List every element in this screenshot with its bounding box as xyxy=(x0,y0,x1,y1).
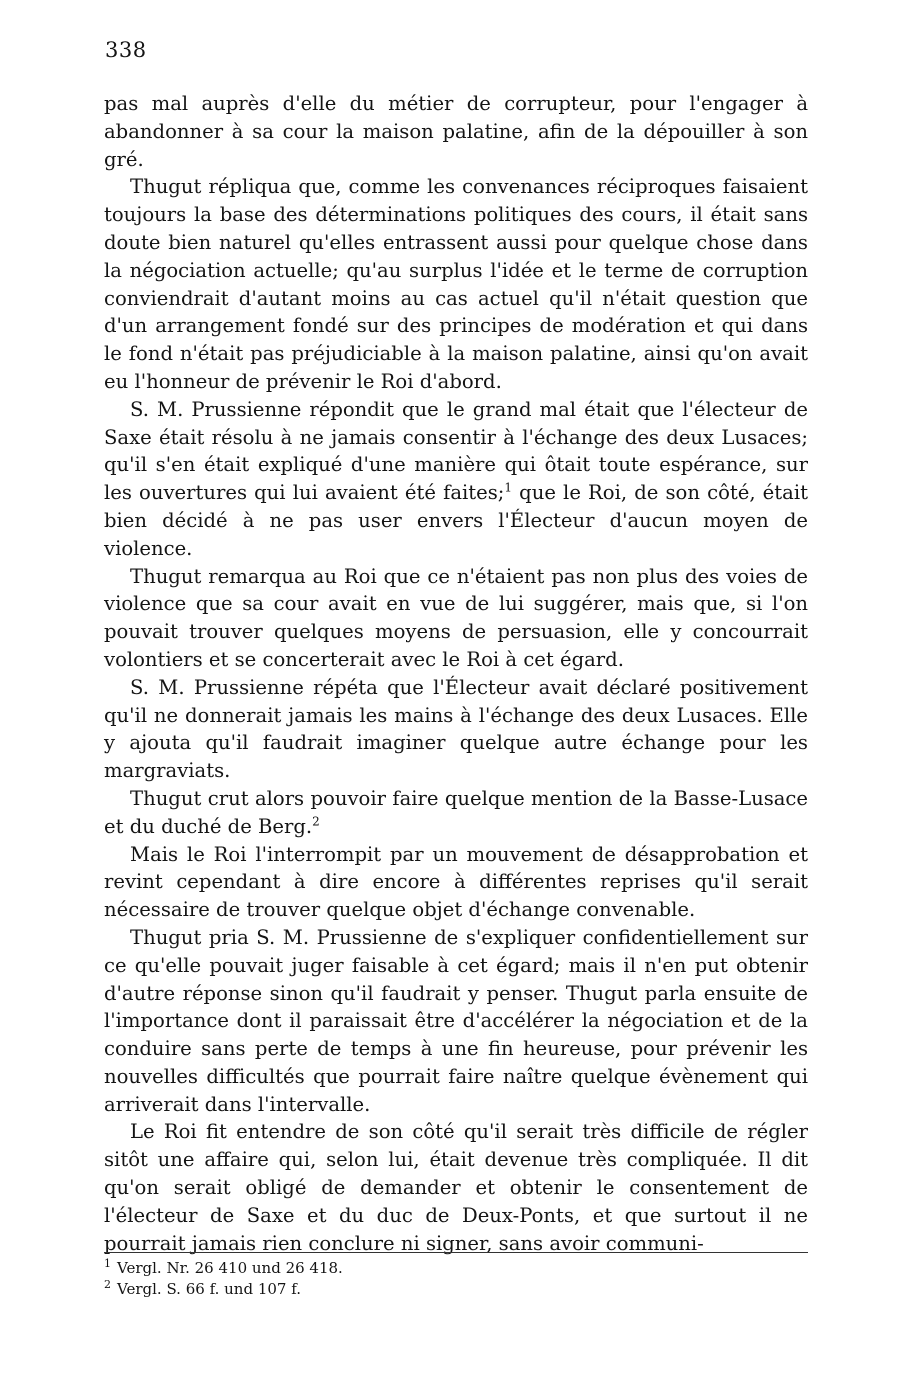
paragraph-text: que le Roi, de son côté, était bien décidé à ne pas user envers l'Électeur d'aucun moyen de violence. xyxy=(104,481,808,560)
footnote-reference: 2 xyxy=(312,814,320,829)
footnotes xyxy=(104,1258,808,1300)
page-number: 338 xyxy=(105,38,147,62)
paragraph: pas mal auprès d'elle du métier de corrupteur, pour l'engager à abandonner à sa cour la maison palatine, afin de la dépouiller à son gré. xyxy=(104,92,808,171)
footnote-reference: 1 xyxy=(504,480,513,495)
footnote-divider xyxy=(104,1252,808,1253)
footnote-mark: 2 xyxy=(104,1278,111,1291)
footnote-mark: 1 xyxy=(104,1257,111,1270)
body-text xyxy=(104,90,808,1257)
footnote-text: Vergl. Nr. 26 410 und 26 418. xyxy=(117,1259,343,1277)
paragraph: Thugut remarqua au Roi que ce n'étaient pas non plus des voies de violence que sa cour avait en vue de lui suggérer, mais que, si l'on pouvait trouver quelques moyens de persuasion, elle y concourrait volontiers et se concerterait avec le Roi à cet égard. xyxy=(104,564,808,671)
paragraph: Thugut pria S. M. Prussienne de s'expliquer confidentiellement sur ce qu'elle pouvait juger faisable à cet égard; mais il n'en put obtenir d'autre réponse sinon qu'il faudrait y penser. Thugut parla ensuite de l'importance dont il paraissait être d'accélérer la négociation et de la conduire sans perte de temps à une fin heureuse, pour prévenir les nouvelles difficultés que pourrait faire naître quelque évènement qui arriverait dans l'intervalle. xyxy=(104,925,808,1116)
footnote xyxy=(104,1258,808,1279)
paragraph: S. M. Prussienne répéta que l'Électeur avait déclaré positivement qu'il ne donnerait jamais les mains à l'échange des deux Lusaces. Elle y ajouta qu'il faudrait imaginer quelque autre échange pour les margraviats. xyxy=(104,675,808,783)
footnote xyxy=(104,1279,808,1300)
paragraph: Mais le Roi l'interrompit par un mouvement de désapprobation et revint cependant à dire encore à différentes reprises qu'il serait nécessaire de trouver quelque objet d'échange convenable. xyxy=(104,842,808,922)
paragraph xyxy=(104,785,808,841)
footnote-text: Vergl. S. 66 f. und 107 f. xyxy=(117,1280,301,1298)
paragraph: Thugut répliqua que, comme les convenances réciproques faisaient toujours la base des déterminations politiques des cours, il était sans doute bien naturel qu'elles entrassent aussi pour quelque chose dans la négociation actuelle; qu'au surplus l'idée et le terme de corruption conviendrait d'autant moins au cas actuel qu'il n'était question que d'un arrangement fondé sur des principes de modération et qui dans le fond n'était pas préjudiciable à la maison palatine, ainsi qu'on avait eu l'honneur de prévenir le Roi d'abord. xyxy=(104,175,808,393)
paragraph-text: Thugut crut alors pouvoir faire quelque mention de la Basse-Lusace et du duché de Berg. xyxy=(104,786,808,838)
paragraph xyxy=(104,396,808,563)
paragraph-text: S. M. Prussienne répondit que le grand mal était que l'électeur de Saxe était résolu à ne jamais consentir à l'échange des deux Lusaces; qu'il s'en était expliqué d'une manière qui ôtait toute espérance, sur les ouvertures qui lui avaient été faites; xyxy=(104,397,808,505)
paragraph: Le Roi fit entendre de son côté qu'il serait très difficile de régler sitôt une affaire qui, selon lui, était devenue très compliquée. Il dit qu'on serait obligé de demander et obtenir le consentement de l'électeur de Saxe et du duc de Deux-Ponts, et que surtout il ne pourrait jamais rien conclure ni signer, sans avoir communi- xyxy=(104,1120,808,1255)
